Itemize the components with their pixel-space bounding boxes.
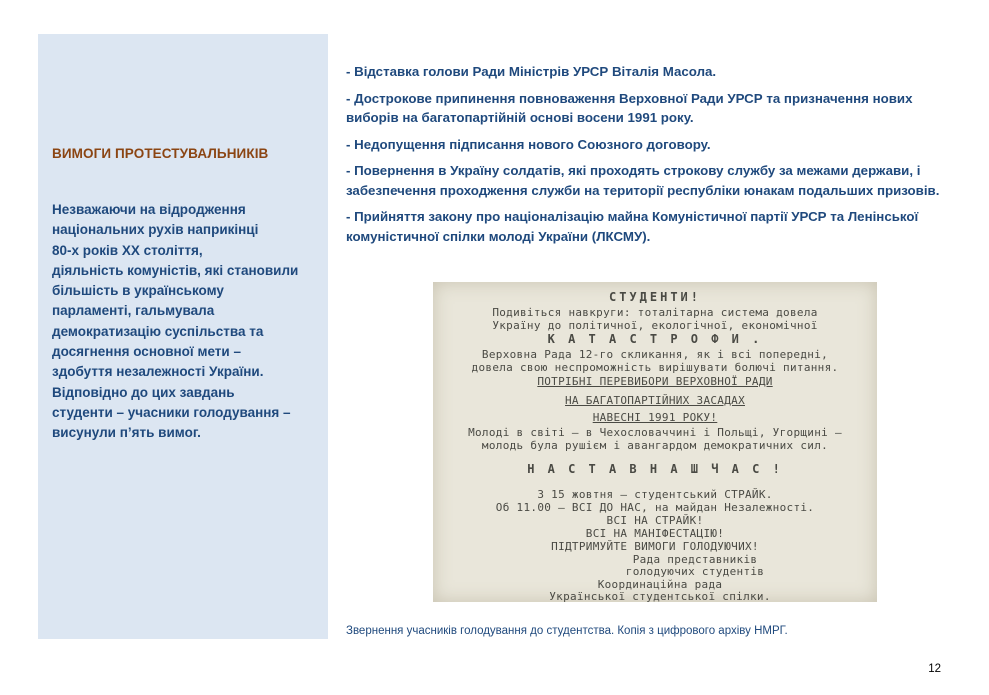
leaflet-line: ПОТРІБНІ ПЕРЕВИБОРИ ВЕРХОВНОЇ РАДИ [537,375,773,388]
intro-text [52,200,317,444]
leaflet-line: ВСІ НА МАНІФЕСТАЦІЮ! [585,527,725,540]
leaflet-line: довела свою неспроможність вирішувати болючі питання. [471,361,839,374]
leaflet-line: Верховна Рада 12-го скликання, як і всі попередні, [481,348,829,361]
leaflet-line: голодуючих студентів [625,565,765,578]
demands-list [346,62,946,253]
demand-item: - Недопущення підписання нового Союзного договору. [346,136,711,152]
leaflet-line: ПІДТРИМУЙТЕ ВИМОГИ ГОЛОДУЮЧИХ! [551,540,759,553]
leaflet-line: Н А С Т А В Н А Ш Ч А С ! [527,462,783,476]
leaflet-line: НАВЕСНІ 1991 РОКУ! [592,411,718,424]
leaflet-line: Україну до політичної, екологічної, економічної [492,319,818,332]
sidebar-panel [38,34,328,639]
intro-line: студенти – учасники голодування – [52,404,291,420]
intro-line: демократизацію суспільства та [52,323,264,339]
leaflet-line: НА БАГАТОПАРТІЙНИХ ЗАСАДАХ [565,394,745,407]
leaflet-line: молодь була рушієм і авангардом демократичних сил. [481,439,829,452]
leaflet-line: ВСІ НА СТРАЙК! [606,514,704,527]
demand-item: - Дострокове припинення повноваження Верховної Ради УРСР та призначення нових виборів на багатопартійній основі восени 1991 року. [346,90,913,125]
intro-line: Незважаючи на відродження [52,202,246,217]
demand-item: - Повернення в Україну солдатів, які проходять строкову службу за межами держави, і забезпечення проходження служби на території республіки юнакам подальших призовів. [346,163,940,198]
intro-line: парламенті, гальмувала [52,303,215,319]
section-heading: ВИМОГИ ПРОТЕСТУВАЛЬНИКІВ [52,146,269,161]
demand-item: - Відставка голови Ради Міністрів УРСР Віталія Масола. [346,64,717,79]
leaflet-line: Подивіться навкруги: тоталітарна система довела [492,306,818,319]
intro-line: висунули п’ять вимог. [52,425,201,441]
intro-line: діяльність комуністів, які становили [52,262,299,278]
leaflet-line: Української студентської спілки. [549,590,771,602]
leaflet-line: Координаційна рада [597,578,723,591]
leaflet-line: СТУДЕНТИ! [608,290,702,304]
leaflet-line: К А Т А С Т Р О Ф И . [547,332,763,346]
leaflet-line: Об 11.00 — ВСІ ДО НАС, на майдан Незалежності. [495,501,815,514]
intro-line: більшість в українському [52,283,224,299]
intro-line: 80-х років ХХ століття, [52,242,203,258]
leaflet-line: Рада представників [632,553,758,566]
leaflet-line: Молоді в світі – в Чехословаччині і Польщі, Угорщині – [468,426,842,439]
intro-line: Відповідно до цих завдань [52,384,235,400]
photo-caption: Звернення учасників голодування до студентства. Копія з цифрового архіву НМРГ. [346,625,788,637]
page-number: 12 [928,663,941,675]
intro-line: досягнення основної мети – [52,344,241,360]
intro-line: здобуття незалежності України. [52,364,264,380]
leaflet-photo [433,282,877,602]
intro-line: національних рухів наприкінці [52,222,259,238]
leaflet-line: З 15 жовтня — студентський СТРАЙК. [537,488,773,501]
demand-item: - Прийняття закону про націоналізацію майна Комуністичної партії УРСР та Ленінської комуністичної спілки молоді України (ЛКСМУ). [346,209,919,244]
